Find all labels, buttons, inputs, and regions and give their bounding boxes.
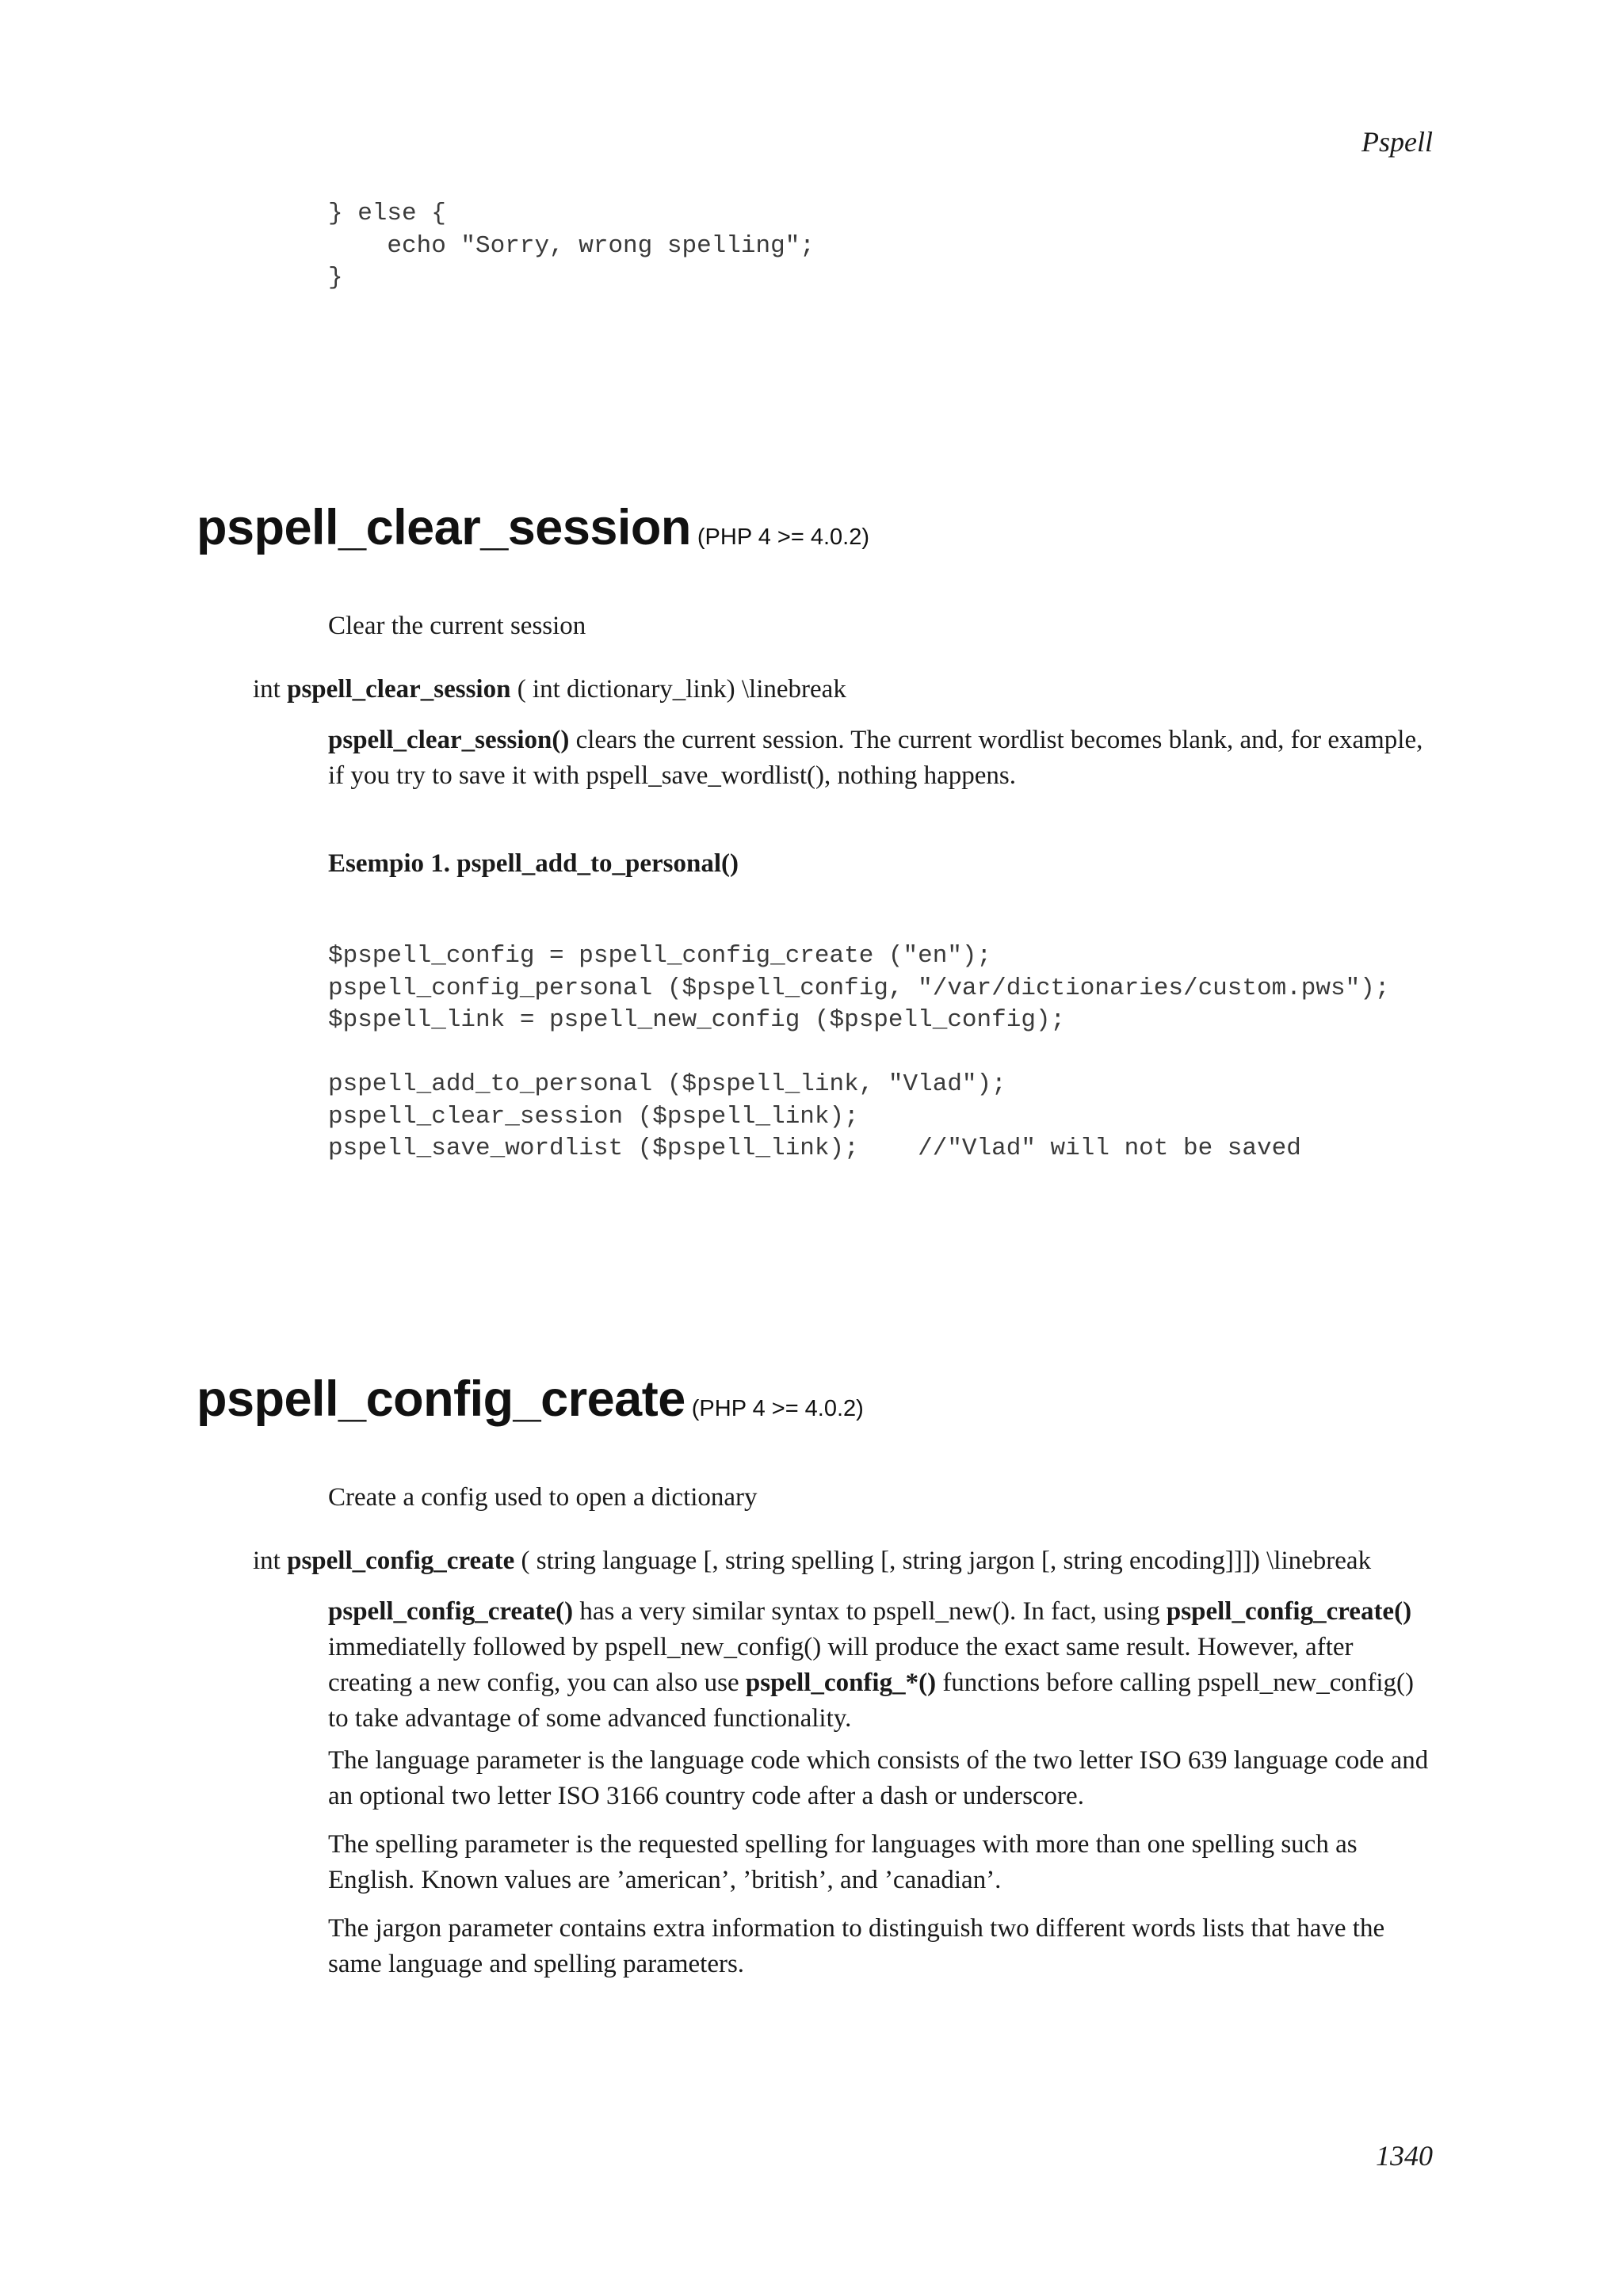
example-title: Esempio 1. pspell_add_to_personal() [328, 849, 739, 878]
function-heading-clear-session [197, 499, 869, 556]
function-synopsis [253, 1547, 1371, 1576]
function-name: pspell_clear_session [197, 500, 691, 555]
description-text: clears the current session. The current wordlist becomes blank, and, for example, if you try to save it with pspell_save_wordlist(), nothing happens. [328, 726, 1423, 790]
function-ref: pspell_config_*() [745, 1669, 937, 1697]
description-text: has a very similar syntax to pspell_new(). In fact, using [573, 1597, 1167, 1626]
function-synopsis [253, 675, 846, 704]
description-paragraph [328, 723, 1438, 794]
synopsis-args: ( int dictionary_link) \linebreak [517, 675, 846, 704]
code-block-continuation: } else { echo "Sorry, wrong spelling"; } [328, 200, 815, 292]
function-ref: pspell_config_create() [328, 1597, 574, 1626]
description-text: functions before calling pspell_new_config() to take advantage of some advanced functionality. [328, 1669, 1415, 1733]
version-note: (PHP 4 >= 4.0.2) [697, 524, 869, 550]
return-type: int [253, 675, 281, 704]
description-text: immediatelly followed by pspell_new_config() will produce the exact same result. However, after creating a new config, you can also use [328, 1633, 1354, 1697]
function-ref: pspell_config_create() [1166, 1597, 1412, 1626]
description-paragraph-1 [328, 1594, 1438, 1737]
example-code-block: $pspell_config = pspell_config_create ("en"); pspell_config_personal ($pspell_config, "/var/dictionaries/custom.pws"); $pspell_link = pspell_new_config ($pspell_config); pspell_add_to_personal ($pspell_link, "Vlad"); pspell_clear_session ($pspell_link); pspell_save_wordlist ($pspell_link); //"Vlad" will not be saved [328, 942, 1390, 1162]
function-ref: pspell_clear_session() [328, 726, 570, 754]
page-number: 1340 [1376, 2140, 1433, 2172]
return-type: int [253, 1547, 281, 1575]
description-paragraph-3: The spelling parameter is the requested spelling for languages with more than one spelling such as English. Known values are ’american’, ’british’, and ’canadian’. [328, 1830, 1358, 1894]
function-purpose: Create a config used to open a dictionary [328, 1483, 758, 1512]
description-paragraph-2: The language parameter is the language code which consists of the two letter ISO 639 language code and an optional two letter ISO 3166 country code after a dash or underscore. [328, 1746, 1429, 1810]
running-header: Pspell [1361, 126, 1433, 158]
synopsis-function-name: pspell_clear_session [287, 675, 511, 704]
synopsis-function-name: pspell_config_create [287, 1547, 515, 1575]
version-note: (PHP 4 >= 4.0.2) [691, 1396, 864, 1421]
description-paragraph-4: The jargon parameter contains extra information to distinguish two different words lists that have the same language and spelling parameters. [328, 1914, 1385, 1978]
function-heading-config-create [197, 1371, 864, 1428]
synopsis-args: ( string language [, string spelling [, string jargon [, string encoding]]]) \linebreak [521, 1547, 1372, 1575]
function-purpose: Clear the current session [328, 612, 586, 640]
function-name: pspell_config_create [197, 1371, 685, 1427]
